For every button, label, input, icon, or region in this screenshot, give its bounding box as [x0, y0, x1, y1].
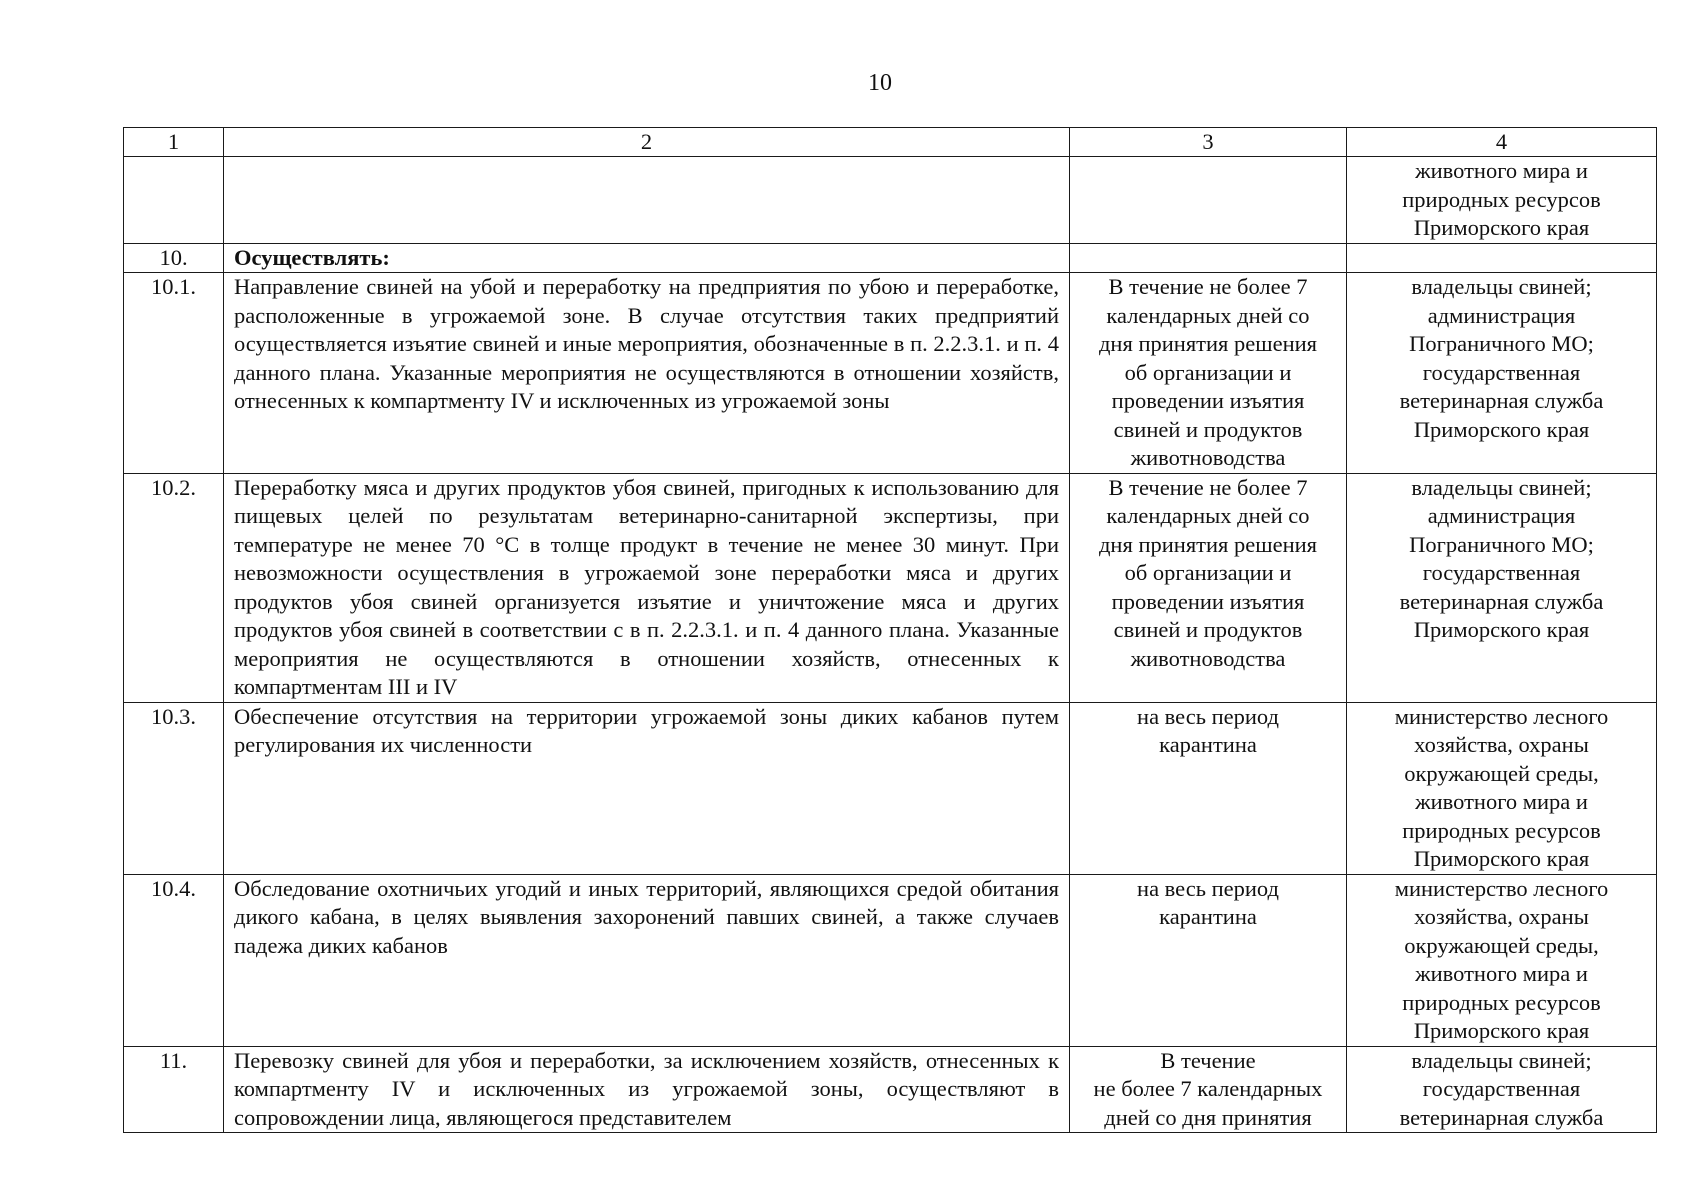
table-row: [124, 1046, 1657, 1133]
page-number: 10: [868, 70, 892, 96]
header-col-2: 2: [224, 128, 1070, 157]
header-col-1: 1: [124, 128, 224, 157]
table-row: [124, 157, 1657, 244]
row-responsible: владельцы свиней; администрация Пограничного МО; государственная ветеринарная служба Приморского края: [1347, 473, 1657, 702]
row-number: 10.2.: [124, 473, 224, 702]
row-deadline: [1070, 157, 1347, 244]
table-header-row: [124, 128, 1657, 157]
row-measure: Перевозку свиней для убоя и переработки, за исключением хозяйств, отнесенных к компартменту IV и исключенных из угрожаемой зоны, осуществляют в сопровождении лица, являющегося представителем: [224, 1046, 1070, 1133]
row-responsible: животного мира и природных ресурсов Приморского края: [1347, 157, 1657, 244]
row-responsible: владельцы свиней; государственная ветеринарная служба: [1347, 1046, 1657, 1133]
row-deadline: [1070, 243, 1347, 273]
header-col-4: 4: [1347, 128, 1657, 157]
table-row: [124, 473, 1657, 702]
table-row: [124, 273, 1657, 474]
row-deadline: В течение не более 7 календарных дней со дня принятия: [1070, 1046, 1347, 1133]
row-measure: Обеспечение отсутствия на территории угрожаемой зоны диких кабанов путем регулирования их численности: [224, 702, 1070, 874]
row-measure: [224, 157, 1070, 244]
row-number: 10.: [124, 243, 224, 273]
row-number: [124, 157, 224, 244]
row-deadline: В течение не более 7 календарных дней со дня принятия решения об организации и проведении изъятия свиней и продуктов животноводства: [1070, 473, 1347, 702]
header-col-3: 3: [1070, 128, 1347, 157]
row-measure: Обследование охотничьих угодий и иных территорий, являющихся средой обитания дикого кабана, в целях выявления захоронений павших свиней, а также случаев падежа диких кабанов: [224, 874, 1070, 1046]
row-number: 10.3.: [124, 702, 224, 874]
row-measure: Переработку мяса и других продуктов убоя свиней, пригодных к использованию для пищевых целей по результатам ветеринарно-санитарной экспертизы, при температуре не менее 70 °С в толще продукт в течение не менее 30 минут. При невозможности осуществления в угрожаемой зоне переработки мяса и других продуктов убоя свиней организуется изъятие и уничтожение мяса и других продуктов убоя свиней в соответствии с в п. 2.2.3.1. и п. 4 данного плана. Указанные мероприятия не осуществляются в отношении хозяйств, отнесенных к компартментам III и IV: [224, 473, 1070, 702]
row-responsible: министерство лесного хозяйства, охраны окружающей среды, животного мира и природных ресурсов Приморского края: [1347, 874, 1657, 1046]
row-responsible: министерство лесного хозяйства, охраны окружающей среды, животного мира и природных ресурсов Приморского края: [1347, 702, 1657, 874]
measures-table: [123, 127, 1657, 1133]
row-measure: Направление свиней на убой и переработку на предприятия по убою и переработке, расположенные в угрожаемой зоне. В случае отсутствия таких предприятий осуществляется изъятие свиней и иные мероприятия, обозначенные в п. 2.2.3.1. и п. 4 данного плана. Указанные мероприятия не осуществляются в отношении хозяйств, отнесенных к компартменту IV и исключенных из угрожаемой зоны: [224, 273, 1070, 474]
table-row: [124, 243, 1657, 273]
table-row: [124, 874, 1657, 1046]
row-responsible: владельцы свиней; администрация Пограничного МО; государственная ветеринарная служба Приморского края: [1347, 273, 1657, 474]
table-row: [124, 702, 1657, 874]
row-number: 10.1.: [124, 273, 224, 474]
row-deadline: на весь период карантина: [1070, 702, 1347, 874]
row-responsible: [1347, 243, 1657, 273]
row-number: 11.: [124, 1046, 224, 1133]
row-measure: Осуществлять:: [224, 243, 1070, 273]
row-deadline: на весь период карантина: [1070, 874, 1347, 1046]
row-number: 10.4.: [124, 874, 224, 1046]
row-deadline: В течение не более 7 календарных дней со дня принятия решения об организации и проведении изъятия свиней и продуктов животноводства: [1070, 273, 1347, 474]
